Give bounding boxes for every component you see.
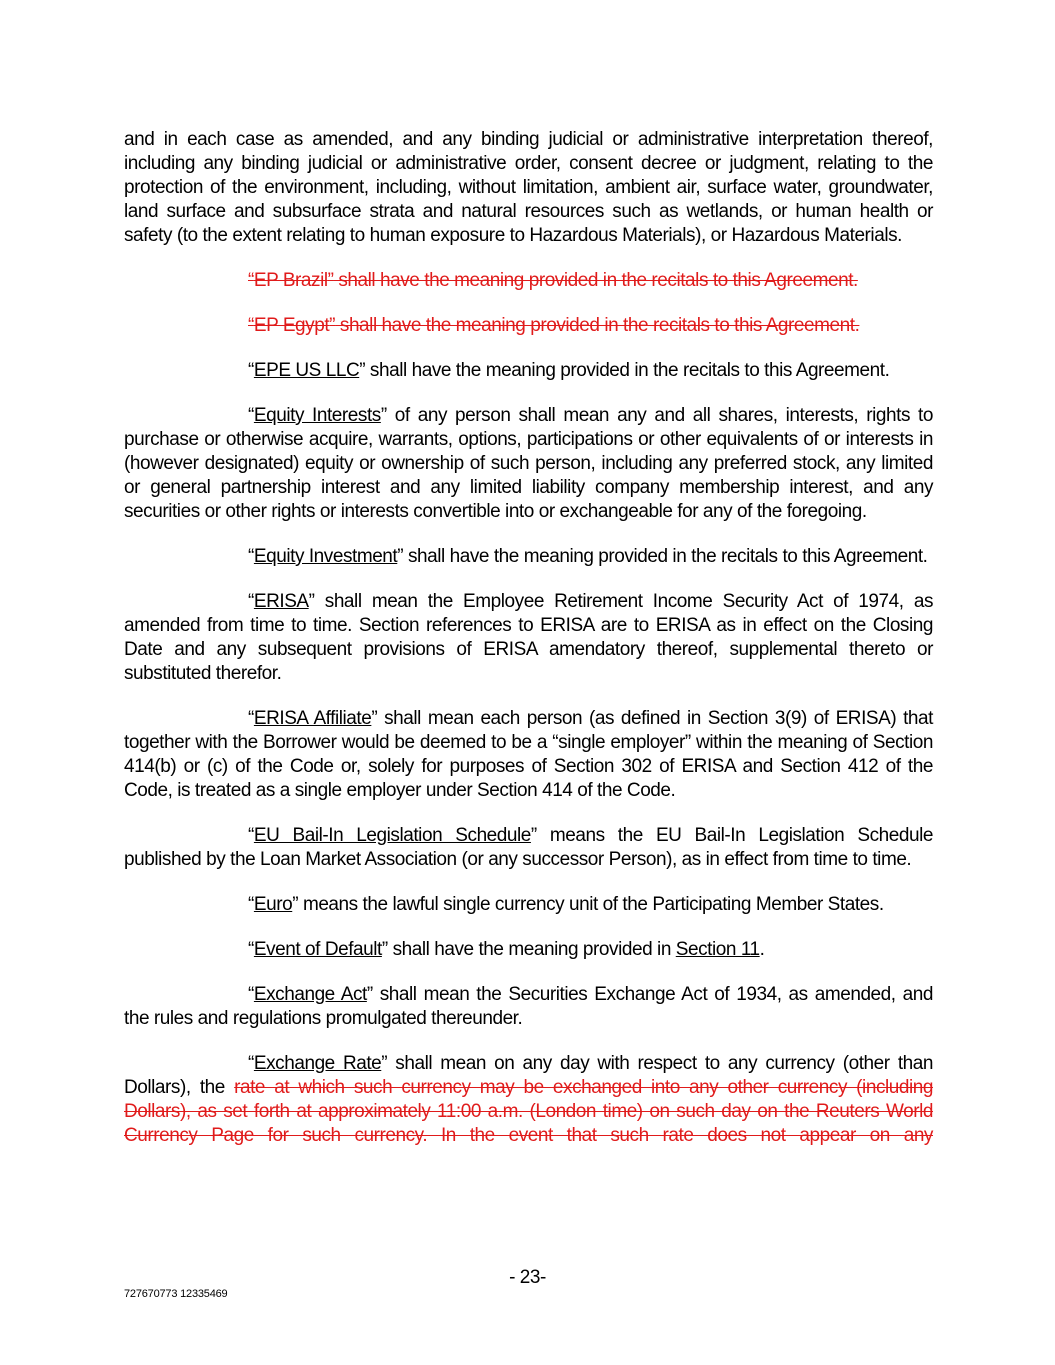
deleted-close-quote: ” [327, 270, 334, 291]
definition-epe-us-llc [124, 359, 933, 383]
section-reference: Section 11 [675, 939, 760, 960]
open-quote: “ [248, 405, 254, 426]
definition-event-of-default [124, 938, 933, 962]
open-quote: “ [248, 1053, 254, 1074]
defined-term: EP Egypt [253, 315, 330, 336]
definition-ep-brazil [124, 269, 933, 293]
defined-term: EP Brazil [253, 270, 328, 291]
definition-text: ” shall mean the Securities Exchange Act of 1934, as amended, and the rules and regulations promulgated thereunder. [124, 984, 933, 1029]
deleted-definition-text: rate at which such currency may be exchanged into any other currency (including Dollars), as set forth at approximately 11:00 a.m. (London time) on such day on the Reuters World Currency Page for such currency. In the event that such rate does not appear on any [124, 1077, 933, 1146]
open-quote: “ [248, 591, 254, 612]
definition-eu-bail-in-legislation-schedule [124, 824, 933, 872]
defined-term: EU Bail-In Legislation Schedule [253, 825, 531, 846]
definition-text: ” shall mean each person (as defined in Section 3(9) of ERISA) that together with the Borrower would be deemed to be a “single employer” within the meaning of Section 414(b) or (c) of the Code or, solely for purposes of Section 302 of ERISA and Section 412 of the Code, is treated as a single employer under Section 414 of the Code. [124, 708, 933, 801]
definition-text: ” means the lawful single currency unit of the Participating Member States. [292, 894, 884, 915]
definition-equity-interests [124, 404, 933, 524]
defined-term: Equity Investment [253, 546, 398, 567]
definition-euro [124, 893, 933, 917]
definition-text: ” means the EU Bail-In Legislation Schedule published by the Loan Market Association (or any successor Person), as in effect from time to time. [124, 825, 933, 870]
defined-term: Exchange Act [253, 984, 367, 1005]
open-quote: “ [248, 894, 254, 915]
environmental-law-continuation: and in each case as amended, and any binding judicial or administrative interpretation thereof, including any binding judicial or administrative order, consent decree or judgment, relating to the protection of the environment, including, without limitation, ambient air, surface water, groundwater, land surface and subsurface strata and natural resources such as wetlands, or human health or safety (to the extent relating to human exposure to Hazardous Materials), or Hazardous Materials. [124, 129, 933, 246]
defined-term: EPE US LLC [253, 360, 360, 381]
definition-erisa [124, 590, 933, 686]
defined-term: Equity Interests [253, 405, 381, 426]
definition-exchange-rate [124, 1052, 933, 1148]
definition-equity-investment [124, 545, 933, 569]
definition-erisa-affiliate [124, 707, 933, 803]
deleted-definition-text: shall have the meaning provided in the recitals to this Agreement. [335, 315, 860, 336]
open-quote: “ [248, 546, 254, 567]
deleted-definition-text: shall have the meaning provided in the recitals to this Agreement. [333, 270, 858, 291]
definition-exchange-act [124, 983, 933, 1031]
defined-term: Exchange Rate [253, 1053, 382, 1074]
open-quote: “ [248, 984, 254, 1005]
page-number: - 23- [509, 1267, 546, 1288]
definition-text: ” shall mean the Employee Retirement Income Security Act of 1974, as amended from time to time. Section references to ERISA are to ERISA as in effect on the Closing Date and any subsequent provisions of ERISA amendatory thereof, supplemental thereto or substituted therefor. [124, 591, 933, 684]
deleted-open-quote: “ [248, 270, 254, 291]
open-quote: “ [248, 825, 254, 846]
deleted-close-quote: ” [329, 315, 336, 336]
open-quote: “ [248, 360, 254, 381]
definition-text: ” shall have the meaning provided in the recitals to this Agreement. [397, 546, 928, 567]
defined-term: ERISA [253, 591, 309, 612]
document-id: 727670773 12335469 [124, 1288, 228, 1300]
definition-text: ” shall have the meaning provided in [381, 939, 676, 960]
definition-ep-egypt [124, 314, 933, 338]
definition-text: ” shall mean on any day with respect to any currency (other than Dollars), the [124, 1053, 933, 1098]
defined-term: Euro [253, 894, 293, 915]
document-body [124, 128, 933, 1169]
definition-text-end: . [759, 939, 765, 960]
open-quote: “ [248, 708, 254, 729]
deleted-open-quote: “ [248, 315, 254, 336]
open-quote: “ [248, 939, 254, 960]
definition-text: ” shall have the meaning provided in the recitals to this Agreement. [359, 360, 890, 381]
defined-term: Event of Default [253, 939, 382, 960]
definition-text: ” of any person shall mean any and all shares, interests, rights to purchase or otherwise acquire, warrants, options, participations or other equivalents of or interests in (however designated) equity or ownership of such person, including any preferred stock, any limited or general partnership interest and any limited liability company membership interest, and any securities or other rights or interests convertible into or exchangeable for any of the foregoing. [124, 405, 933, 522]
defined-term: ERISA Affiliate [253, 708, 372, 729]
